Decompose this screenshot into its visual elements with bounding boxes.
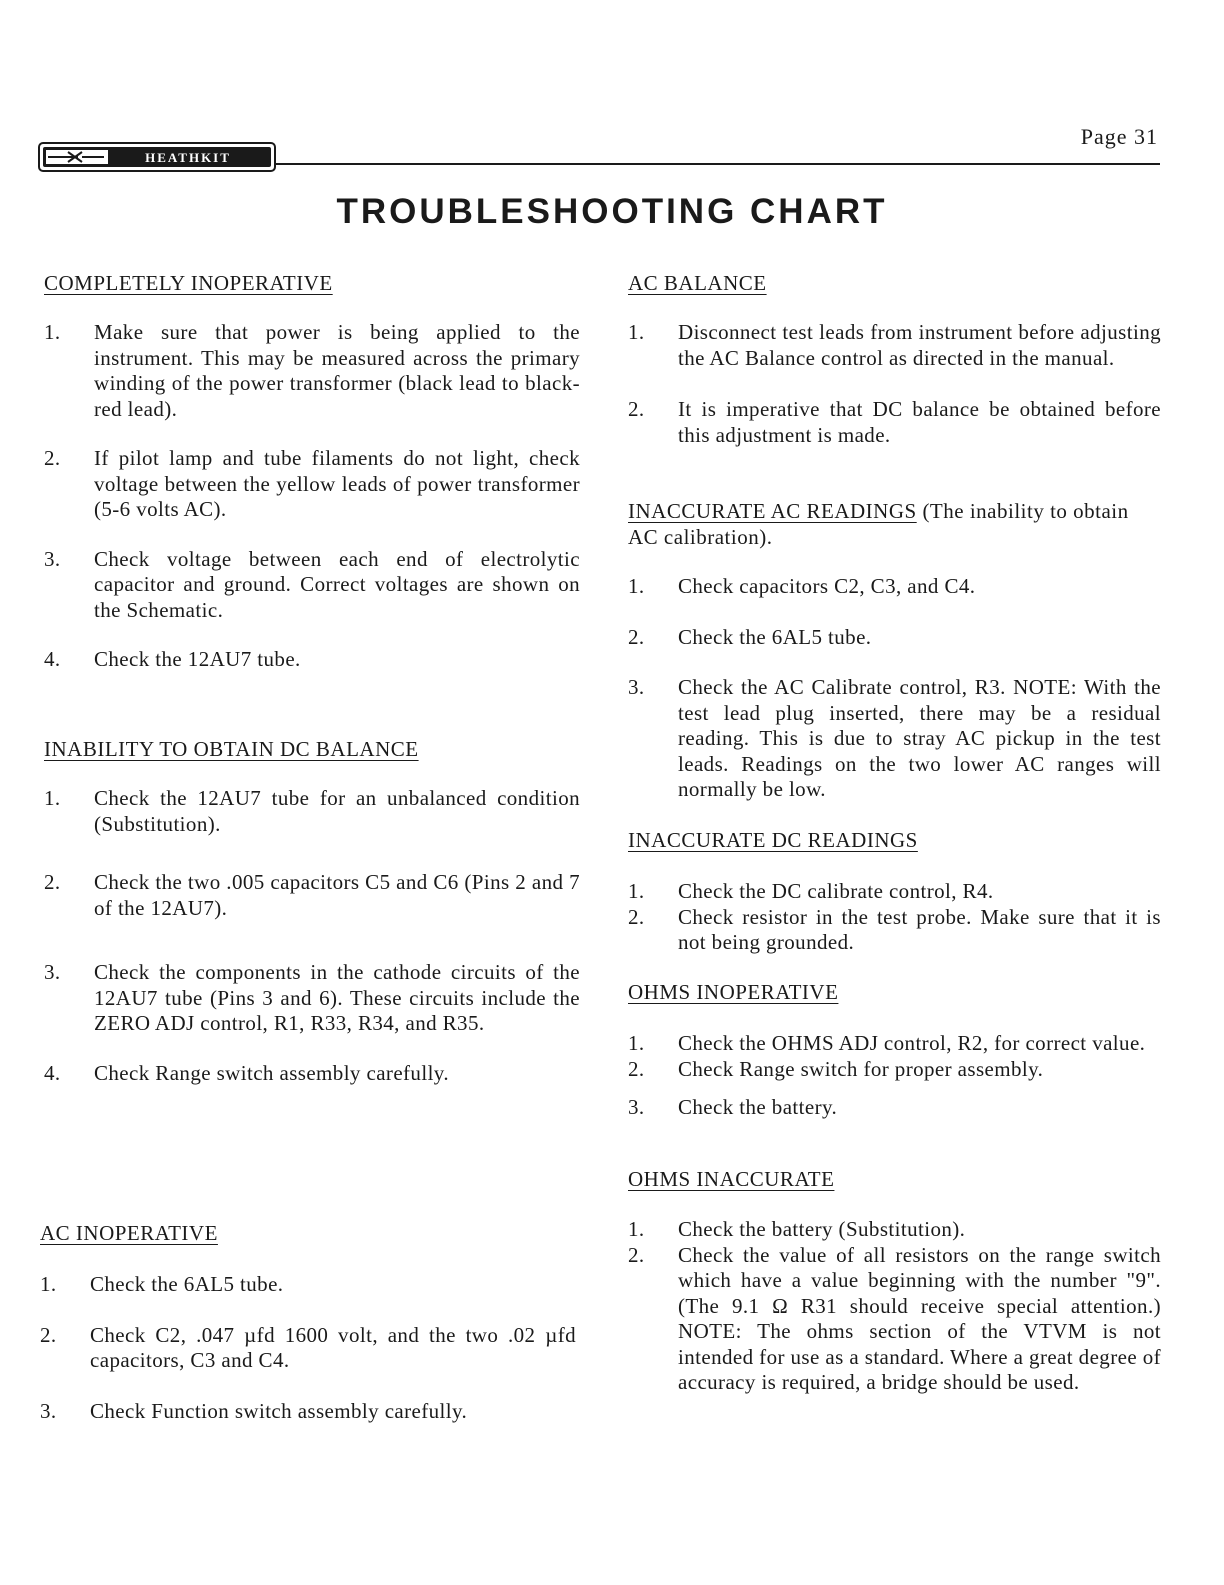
list-item: 3. Check the AC Calibrate control, R3. NOTE: With the test lead plug inserted, there may be a residual reading. This is due to stray AC pickup in the test leads. Readings on the two lower AC ranges will normally be low. bbox=[628, 675, 1161, 801]
list-item: 1. Disconnect test leads from instrument before adjusting the AC Balance control as directed in the manual. bbox=[628, 320, 1161, 370]
page-number: Page 31 bbox=[1080, 124, 1158, 149]
header-rule bbox=[276, 163, 1160, 165]
list-item: 3. Check the components in the cathode circuits of the 12AU7 tube (Pins 3 and 6). These circuits include the ZERO ADJ control, R1, R33, R34, and R35. bbox=[44, 960, 580, 1035]
list-item: 2. Check resistor in the test probe. Make sure that it is not being grounded. bbox=[628, 904, 1161, 954]
list-item: 1. Check capacitors C2, C3, and C4. bbox=[628, 574, 976, 598]
list-item: 3. Check Function switch assembly carefully. bbox=[40, 1398, 468, 1423]
list-item: 2. Check Range switch for proper assembly. bbox=[628, 1056, 1044, 1081]
list-item: 2. If pilot lamp and tube filaments do not light, check voltage between the yellow leads of power transformer (5-6 volts AC). bbox=[44, 446, 580, 521]
section-ohms-inoperative bbox=[628, 979, 1161, 1121]
section-inaccurate-ac bbox=[628, 498, 1161, 803]
heathkit-logo-graphic bbox=[38, 142, 276, 172]
section-heading: AC BALANCE bbox=[628, 271, 767, 295]
list-item: 4. Check Range switch assembly carefully. bbox=[44, 1060, 449, 1085]
section-heading: AC INOPERATIVE bbox=[40, 1221, 218, 1245]
list-item: 2. Check the value of all resistors on the range switch which have a value beginning with the number "9". (The 9.1 Ω R31 should receive special attention.) NOTE: The ohms section of the VTVM is not intended for use as a standard. Where a great degree of accuracy is required, a bridge should be used. bbox=[628, 1242, 1161, 1394]
logo-text: HEATHKIT bbox=[145, 150, 231, 165]
page-title: TROUBLESHOOTING CHART bbox=[336, 192, 888, 231]
list-item: 1. Check the 6AL5 tube. bbox=[40, 1272, 284, 1296]
section-heading: INABILITY TO OBTAIN DC BALANCE bbox=[44, 737, 419, 761]
list-item: 1. Check the battery (Substitution). bbox=[628, 1217, 966, 1241]
list-item: 4. Check the 12AU7 tube. bbox=[44, 647, 301, 671]
heathkit-logo bbox=[38, 142, 276, 172]
section-ac-balance bbox=[628, 270, 1161, 448]
section-ohms-inaccurate bbox=[628, 1166, 1161, 1396]
section-heading: OHMS INACCURATE bbox=[628, 1167, 835, 1191]
list-item: 3. Check voltage between each end of electrolytic capacitor and ground. Correct voltages are shown on the Schematic. bbox=[44, 546, 580, 622]
list-item: 1. Check the 12AU7 tube for an unbalanced condition (Substitution). bbox=[44, 786, 580, 836]
section-completely-inoperative bbox=[44, 270, 580, 673]
list-item: 3. Check the battery. bbox=[628, 1095, 838, 1119]
list-item: 1. Check the OHMS ADJ control, R2, for correct value. bbox=[628, 1031, 1146, 1055]
section-inaccurate-dc bbox=[628, 827, 1161, 956]
section-heading: INACCURATE DC READINGS bbox=[628, 828, 918, 852]
section-ac-inoperative bbox=[40, 1220, 576, 1424]
list-item: 2. It is imperative that DC balance be obtained before this adjustment is made. bbox=[628, 397, 1161, 447]
list-item: 2. Check the two .005 capacitors C5 and C6 (Pins 2 and 7 of the 12AU7). bbox=[44, 870, 580, 920]
section-heading: OHMS INOPERATIVE bbox=[628, 980, 839, 1004]
list-item: 2. Check the 6AL5 tube. bbox=[628, 624, 872, 649]
list-item: 1. Check the DC calibrate control, R4. bbox=[628, 879, 994, 903]
section-heading: INACCURATE AC READINGS (The inability to obtain AC calibration). bbox=[628, 499, 1129, 549]
section-dc-balance bbox=[44, 736, 580, 1086]
list-item: 1. Make sure that power is being applied to the instrument. This may be measured across the primary winding of the power transformer (black lead to black-red lead). bbox=[44, 320, 580, 421]
list-item: 2. Check C2, .047 µfd 1600 volt, and the two .02 µfd capacitors, C3 and C4. bbox=[40, 1322, 576, 1372]
section-heading: COMPLETELY INOPERATIVE bbox=[44, 271, 333, 295]
